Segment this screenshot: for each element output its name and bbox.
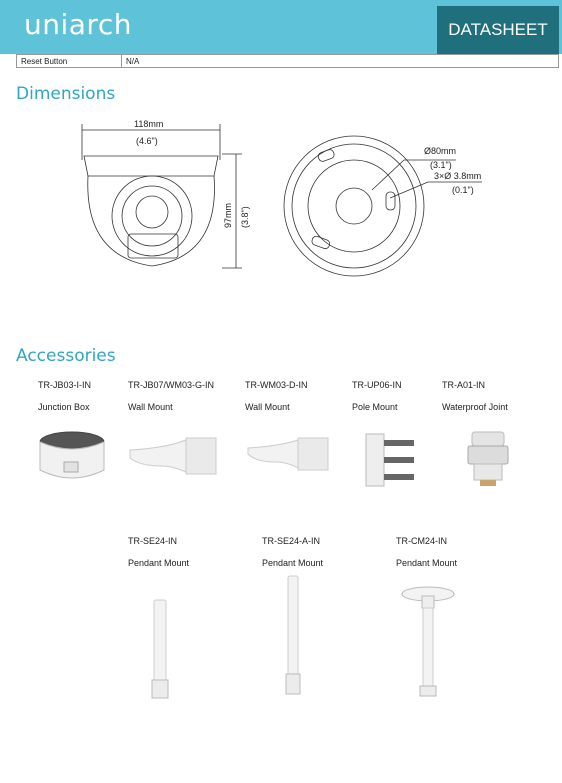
diameter-in-label: (3.1") bbox=[430, 160, 452, 170]
accessory-name: Pendant Mount bbox=[262, 558, 324, 568]
height-in-label: (3.8") bbox=[240, 206, 250, 228]
accessory-item bbox=[352, 380, 402, 412]
accessories-title: Accessories bbox=[16, 346, 116, 366]
accessory-name: Waterproof Joint bbox=[442, 402, 508, 412]
header-bar bbox=[0, 0, 562, 54]
accessory-item bbox=[128, 380, 214, 412]
accessory-name: Junction Box bbox=[38, 402, 90, 412]
spec-key: Reset Button bbox=[17, 55, 122, 68]
accessory-name: Pendant Mount bbox=[128, 558, 190, 568]
diameter-mm-label: Ø80mm bbox=[424, 146, 457, 156]
accessory-item bbox=[442, 380, 508, 412]
accessory-code: TR-JB03-I-IN bbox=[38, 380, 92, 390]
accessory-name: Pole Mount bbox=[352, 402, 398, 412]
pole-mount-image bbox=[360, 430, 420, 490]
wall-mount-d-image bbox=[244, 432, 334, 482]
accessory-code: TR-A01-IN bbox=[442, 380, 486, 390]
waterproof-joint-image bbox=[458, 428, 518, 488]
accessory-name: Pendant Mount bbox=[396, 558, 458, 568]
camera-base-view-drawing bbox=[272, 130, 512, 290]
accessory-code: TR-SE24-IN bbox=[128, 536, 178, 546]
table-row bbox=[17, 55, 559, 68]
hole-in-label: (0.1") bbox=[452, 185, 474, 195]
wall-mount-image bbox=[126, 430, 222, 486]
accessory-item bbox=[262, 536, 323, 568]
width-mm-label: 118mm bbox=[134, 119, 164, 129]
spec-table bbox=[16, 54, 559, 68]
height-mm-label: 97mm bbox=[223, 202, 233, 228]
accessory-item bbox=[245, 380, 308, 412]
accessory-code: TR-UP06-IN bbox=[352, 380, 402, 390]
junction-box-image bbox=[36, 428, 108, 488]
accessory-item bbox=[128, 536, 189, 568]
accessory-code: TR-CM24-IN bbox=[396, 536, 447, 546]
spec-value: N/A bbox=[122, 55, 559, 68]
hole-mm-label: 3×Ø 3.8mm bbox=[434, 171, 482, 181]
accessory-item bbox=[38, 380, 91, 412]
accessory-code: TR-SE24-A-IN bbox=[262, 536, 321, 546]
camera-side-view-drawing bbox=[70, 116, 270, 286]
accessory-item bbox=[396, 536, 457, 568]
pendant-mount-cm-image bbox=[398, 582, 458, 702]
brand-logo: uniarch bbox=[24, 8, 132, 41]
dimensions-title: Dimensions bbox=[16, 84, 116, 104]
accessory-code: TR-JB07/WM03-G-IN bbox=[128, 380, 215, 390]
datasheet-badge: DATASHEET bbox=[437, 6, 559, 54]
width-in-label: (4.6") bbox=[136, 136, 158, 146]
pendant-mount-image bbox=[145, 596, 175, 706]
accessory-name: Wall Mount bbox=[245, 402, 290, 412]
accessory-code: TR-WM03-D-IN bbox=[245, 380, 308, 390]
pendant-mount-a-image bbox=[278, 572, 308, 702]
accessory-name: Wall Mount bbox=[128, 402, 173, 412]
